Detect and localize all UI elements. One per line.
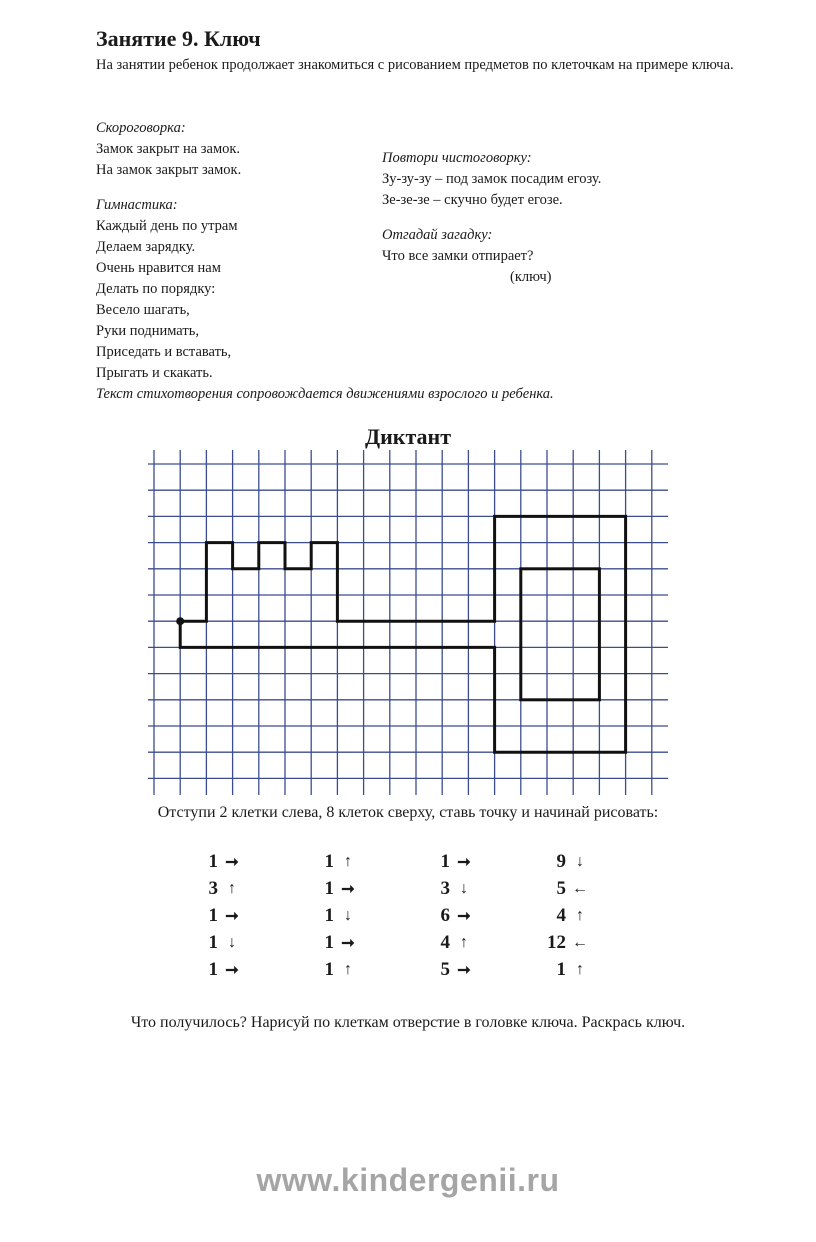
step-item <box>190 956 246 983</box>
left-column <box>96 118 241 384</box>
step-item <box>190 929 246 956</box>
step-count: 1 <box>208 904 218 926</box>
right-column <box>382 148 601 288</box>
dictation-instruction: Отступи 2 клетки слева, 8 клеток сверху, ставь точку и начинай рисовать: <box>157 804 659 821</box>
step-item <box>190 902 246 929</box>
gymnastics-line: Прыгать и скакать. <box>96 365 213 381</box>
step-count: 1 <box>324 931 334 953</box>
step-count: 1 <box>324 850 334 872</box>
step-item <box>538 902 594 929</box>
step-count: 1 <box>440 850 450 872</box>
arrow-right-icon: ➞ <box>225 961 239 979</box>
grid-drawing <box>148 450 668 795</box>
step-item <box>422 875 478 902</box>
arrow-up-icon: ↑ <box>344 960 352 978</box>
step-count: 4 <box>556 904 566 926</box>
chant-line: Зе-зе-зе – скучно будет егозе. <box>382 192 563 208</box>
step-column <box>422 848 478 983</box>
gymnastics-line: Делаем зарядку. <box>96 239 196 255</box>
step-count: 1 <box>556 958 566 980</box>
key-hole <box>521 569 600 700</box>
step-item <box>422 902 478 929</box>
gymnastics-line: Весело шагать, <box>96 302 190 318</box>
step-count: 1 <box>208 931 218 953</box>
arrow-up-icon: ↑ <box>576 960 584 978</box>
step-item <box>306 848 362 875</box>
step-count: 1 <box>208 850 218 872</box>
tongue-twister-line: Замок закрыт на замок. <box>96 141 241 157</box>
step-item <box>538 875 594 902</box>
arrow-up-icon: ↑ <box>576 906 584 924</box>
step-item <box>306 956 362 983</box>
step-column <box>190 848 246 983</box>
start-point <box>176 617 184 625</box>
arrow-down-icon: ↓ <box>460 879 468 897</box>
chant-line: Зу-зу-зу – под замок посадим егозу. <box>382 171 602 187</box>
arrow-up-icon: ↑ <box>228 879 236 897</box>
step-count: 12 <box>547 931 566 953</box>
riddle-question: Что все замки отпирает? <box>382 248 534 264</box>
dictation-title: Диктант <box>364 424 452 449</box>
riddle-answer: (ключ) <box>510 269 552 285</box>
step-item <box>538 848 594 875</box>
gymnastics-line: Очень нравится нам <box>96 260 221 276</box>
arrow-right-icon: ➞ <box>341 880 355 898</box>
step-count: 9 <box>556 850 566 872</box>
chant-heading: Повтори чистоговорку: <box>382 150 532 166</box>
step-column <box>306 848 362 983</box>
step-count: 6 <box>440 904 450 926</box>
step-item <box>538 929 594 956</box>
arrow-up-icon: ↑ <box>460 933 468 951</box>
step-item <box>190 875 246 902</box>
arrow-down-icon: ↓ <box>228 933 236 951</box>
step-count: 5 <box>440 958 450 980</box>
step-column <box>538 848 594 983</box>
page-title: Занятие 9. Ключ <box>96 26 261 51</box>
step-item <box>538 956 594 983</box>
arrow-right-icon: ➞ <box>341 934 355 952</box>
step-count: 1 <box>208 958 218 980</box>
bottom-task: Что получилось? Нарисуй по клеткам отверстие в головке ключа. Раскрась ключ. <box>130 1014 686 1031</box>
dictation-grid <box>148 450 668 800</box>
step-item <box>306 902 362 929</box>
step-item <box>190 848 246 875</box>
gymnastics-line: Руки поднимать, <box>96 323 199 339</box>
tongue-twister-heading: Скороговорка: <box>96 120 186 136</box>
step-item <box>306 929 362 956</box>
step-count: 5 <box>556 877 566 899</box>
gymnastics-line: Делать по порядку: <box>96 281 216 297</box>
arrow-right-icon: ➞ <box>457 853 471 871</box>
arrow-right-icon: ➞ <box>457 961 471 979</box>
step-count: 3 <box>208 877 218 899</box>
step-count: 4 <box>440 931 450 953</box>
arrow-left-icon: ← <box>572 879 588 897</box>
arrow-up-icon: ↑ <box>344 852 352 870</box>
intro-text: На занятии ребенок продолжает знакомиться с рисованием предметов по клеточкам на примере ключа. <box>96 57 734 73</box>
step-item <box>422 956 478 983</box>
step-count: 1 <box>324 877 334 899</box>
tongue-twister-line: На замок закрыт замок. <box>96 162 242 178</box>
arrow-down-icon: ↓ <box>344 906 352 924</box>
arrow-right-icon: ➞ <box>457 907 471 925</box>
step-count: 3 <box>440 877 450 899</box>
arrow-down-icon: ↓ <box>576 852 584 870</box>
gymnastics-line: Приседать и вставать, <box>96 344 232 360</box>
step-count: 1 <box>324 958 334 980</box>
riddle-heading: Отгадай загадку: <box>382 227 493 243</box>
poem-note: Текст стихотворения сопровождается движениями взрослого и ребенка. <box>96 386 554 402</box>
arrow-left-icon: ← <box>572 933 588 951</box>
key-outline <box>180 516 625 752</box>
step-item <box>422 848 478 875</box>
arrow-right-icon: ➞ <box>225 907 239 925</box>
gymnastics-heading: Гимнастика: <box>96 197 178 213</box>
gymnastics-line: Каждый день по утрам <box>96 218 238 234</box>
arrow-right-icon: ➞ <box>225 853 239 871</box>
step-count: 1 <box>324 904 334 926</box>
footer-site: www.kindergenii.ru <box>256 1162 560 1198</box>
step-item <box>306 875 362 902</box>
step-item <box>422 929 478 956</box>
